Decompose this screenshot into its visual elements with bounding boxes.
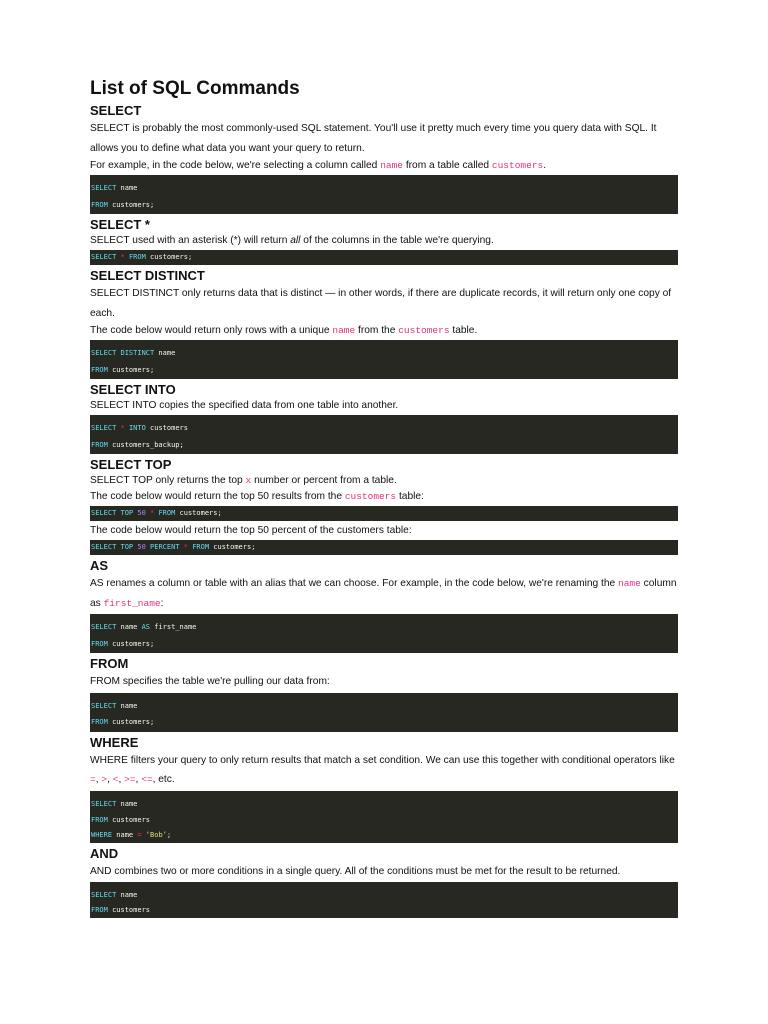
text: WHERE filters your query to only return results that match a set condition. We can use this together with conditional operators like [90, 754, 675, 766]
string-literal: ‘Bob’ [141, 830, 167, 839]
paragraph [90, 751, 678, 790]
document-page [90, 76, 678, 920]
code-line [91, 796, 678, 813]
text: AS renames a column or table with an alias that we can choose. For example, in the code below, we're renaming the [90, 578, 619, 589]
code-text: ; [166, 830, 172, 839]
number: 50 [133, 543, 146, 551]
keyword: SELECT [91, 623, 117, 631]
keyword: SELECT [91, 184, 117, 192]
inline-code: > [101, 774, 108, 785]
code-text: name [112, 830, 138, 839]
code-line [91, 251, 678, 264]
code-line [91, 812, 678, 829]
section-select-top [90, 456, 678, 555]
keyword: SELECT [91, 799, 117, 808]
paragraph [90, 489, 678, 505]
keyword: SELECT DISTINCT [91, 349, 155, 357]
operator: * [145, 509, 159, 517]
text: table: [396, 491, 424, 502]
keyword: FROM [91, 200, 108, 209]
keyword: FROM [128, 253, 146, 261]
emphasis: all [290, 235, 301, 246]
operator: * [116, 253, 129, 261]
keyword: FROM [192, 543, 210, 551]
code-block [90, 614, 678, 653]
inline-code: name [380, 160, 403, 171]
text: For example, in the code below, we're selecting a column called [90, 160, 381, 171]
section-heading: SELECT * [90, 217, 150, 232]
code-text: name [116, 701, 138, 710]
code-text: customers; [107, 365, 155, 374]
code-line [91, 420, 678, 437]
code-line [91, 197, 678, 214]
inline-code: name [618, 578, 641, 589]
section-heading: AND [90, 845, 119, 861]
section-heading: SELECT DISTINCT [90, 268, 205, 283]
text: , [107, 774, 113, 785]
paragraph [90, 473, 678, 489]
code-line [91, 904, 678, 917]
paragraph: SELECT is probably the most commonly-used SQL statement. You'll use it pretty much every time you query data with SQL. It allows you to define what data you want your query to return. [90, 123, 657, 154]
code-text: customers; [175, 509, 222, 517]
operator: * [179, 543, 193, 551]
code-line [91, 698, 678, 715]
text: , etc. [152, 774, 175, 785]
text: , [135, 774, 142, 785]
text: , [118, 774, 125, 785]
text: , [95, 774, 102, 785]
keyword: WHERE [91, 830, 113, 839]
operator: = [137, 830, 142, 839]
text: of the columns in the table we're querying. [300, 235, 494, 246]
keyword: INTO [128, 424, 146, 432]
inline-code: = [90, 774, 96, 785]
code-text: first_name [150, 623, 197, 631]
text: . [543, 160, 547, 171]
inline-code: x [245, 475, 252, 486]
code-line [91, 541, 678, 554]
text: column as [90, 578, 677, 609]
paragraph [90, 233, 678, 249]
code-block [90, 882, 678, 918]
section-select-distinct [90, 267, 678, 379]
keyword: FROM [91, 440, 108, 449]
section-select-into [90, 381, 678, 454]
number: 50 [133, 509, 146, 517]
section-heading: WHERE [90, 734, 139, 750]
keyword: SELECT TOP [91, 543, 134, 551]
paragraph: SELECT DISTINCT only returns data that is distinct — in other words, if there are duplicate records, it will return only one copy of each. [90, 288, 672, 319]
paragraph: AND combines two or more conditions in a single query. All of the conditions must be met for the result to be returned. [90, 865, 621, 877]
code-line [91, 362, 678, 379]
code-text: name [116, 623, 142, 631]
text: from a table called [403, 160, 492, 171]
code-line [91, 180, 678, 197]
code-text: customers [145, 424, 188, 432]
keyword: SELECT [91, 424, 117, 432]
code-line [91, 829, 678, 842]
section-heading: FROM [90, 656, 129, 671]
code-line [91, 714, 678, 731]
code-line [91, 636, 678, 653]
code-line [91, 887, 678, 904]
keyword: SELECT [91, 701, 117, 710]
section-and [90, 845, 678, 918]
code-text: name [116, 891, 138, 899]
section-heading: SELECT [90, 103, 142, 118]
operator: * [116, 424, 129, 432]
code-block [90, 506, 678, 521]
code-text: customers; [107, 200, 155, 209]
code-text: customers; [145, 253, 193, 261]
paragraph [90, 323, 678, 339]
inline-code: customers [344, 491, 397, 502]
paragraph [90, 574, 678, 613]
keyword: FROM [91, 718, 108, 726]
text: table. [449, 325, 478, 336]
keyword: FROM [91, 639, 108, 648]
code-text: customers; [107, 718, 155, 726]
keyword: FROM [91, 905, 108, 914]
code-line [91, 619, 678, 636]
inline-code: first_name [103, 597, 161, 609]
keyword: SELECT [91, 891, 117, 899]
code-text: name [116, 184, 138, 192]
code-block [90, 693, 678, 732]
code-line [91, 507, 678, 520]
code-text: customers [107, 816, 151, 824]
code-line [91, 345, 678, 362]
code-text: customers [107, 905, 151, 914]
paragraph: The code below would return the top 50 percent of the customers table: [90, 525, 412, 536]
code-text: name [116, 799, 138, 808]
inline-code: <= [141, 774, 153, 785]
code-block [90, 340, 678, 379]
text: The code below would return the top 50 results from the [90, 491, 345, 502]
code-text: name [154, 349, 176, 357]
code-text: customers; [209, 543, 256, 551]
code-text: customers_backup; [107, 440, 184, 449]
inline-code: name [332, 325, 356, 336]
section-from [90, 655, 678, 732]
text: from the [355, 325, 399, 336]
inline-code: < [112, 774, 119, 785]
page-title: List of SQL Commands [90, 78, 300, 99]
section-heading: SELECT INTO [90, 382, 176, 397]
section-as [90, 557, 678, 653]
code-line [91, 437, 678, 454]
section-where [90, 734, 678, 843]
code-block [90, 540, 678, 555]
keyword: FROM [91, 365, 108, 374]
code-block [90, 791, 678, 843]
section-select [90, 102, 678, 214]
paragraph: SELECT INTO copies the specified data from one table into another. [90, 400, 399, 411]
inline-code: customers [398, 325, 450, 336]
text: SELECT used with an asterisk (*) will return [90, 235, 291, 246]
keyword: FROM [158, 509, 176, 517]
code-block [90, 415, 678, 454]
paragraph: FROM specifies the table we're pulling our data from: [90, 676, 330, 687]
code-block [90, 250, 678, 265]
keyword: FROM [91, 816, 108, 824]
section-heading: SELECT TOP [90, 457, 172, 472]
keyword: SELECT [91, 253, 117, 261]
text: : [160, 597, 164, 609]
text: SELECT TOP only returns the top [90, 475, 246, 486]
keyword: AS [141, 623, 151, 631]
inline-code: >= [124, 774, 136, 785]
text: The code below would return only rows with a unique [90, 325, 333, 336]
text: number or percent from a table. [251, 475, 397, 486]
code-block [90, 175, 678, 214]
inline-code: customers [491, 160, 544, 171]
keyword: PERCENT [145, 543, 180, 551]
section-select-star [90, 216, 678, 265]
code-text: customers; [107, 639, 155, 648]
section-heading: AS [90, 558, 109, 573]
paragraph [90, 158, 678, 174]
keyword: SELECT TOP [91, 509, 134, 517]
